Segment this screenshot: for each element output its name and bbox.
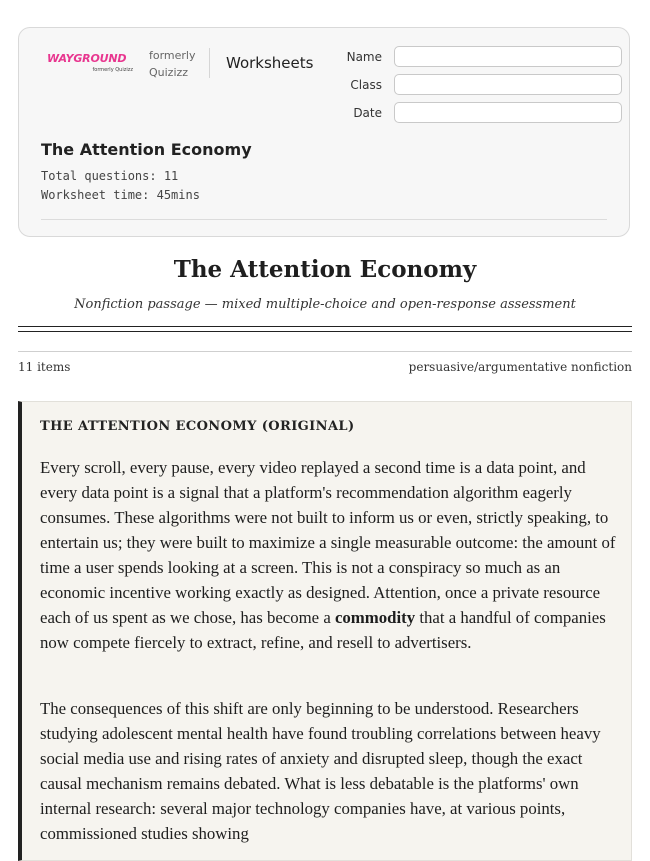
wayground-logo <box>47 52 133 78</box>
name-label: Name <box>346 50 382 64</box>
worksheet-title: The Attention Economy <box>41 140 252 159</box>
product-name: Worksheets <box>226 54 314 72</box>
document-subtitle: Nonfiction passage — mixed multiple-choice and open-response assessment <box>74 297 576 312</box>
header-rule <box>41 219 607 220</box>
date-field <box>337 102 623 124</box>
item-count: 11 items <box>18 360 71 374</box>
date-label: Date <box>353 106 382 120</box>
meta-rule <box>18 351 632 352</box>
paragraph-1-text: Every scroll, every pause, every video replayed a second time is a data point, and every data point is a signal that a platform's recommendation algorithm eagerly consumes. These algorithms were not built to inform us or even, strictly speaking, to entertain us; they were built to maximize a single measurable outcome: the amount of time a user spends looking at a screen. This is not a conspiracy so much as an economic incentive working exactly as designed. Attention, once a private resource each of us spent as we chose, has become a <box>40 458 616 627</box>
formerly-label: formerly <box>149 49 196 62</box>
header-divider <box>209 48 210 78</box>
name-field <box>337 46 623 68</box>
document-title: The Attention Economy <box>173 256 477 283</box>
class-input[interactable] <box>394 74 622 95</box>
paragraph-1-end: that a handful of companies now compete fiercely to extract, refine, and resell to advertisers. <box>40 608 606 652</box>
name-input[interactable] <box>394 46 622 67</box>
passage-box <box>18 401 632 861</box>
total-questions: Total questions: 11 <box>41 169 179 183</box>
worksheet-header-card <box>18 27 630 237</box>
passage-paragraph-1 <box>40 455 620 655</box>
logo-wordmark: WAYGROUND <box>47 52 127 65</box>
worksheet-time: Worksheet time: 45mins <box>41 188 200 202</box>
passage-heading: THE ATTENTION ECONOMY (ORIGINAL) <box>40 419 355 434</box>
formerly-brand: Quizizz <box>149 66 189 79</box>
passage-paragraph-2: The consequences of this shift are only beginning to be understood. Researchers studying adolescent mental health have found troubling correlations between heavy social media use and rising rates of anxiety and disrupted sleep, though the exact causal mechanism remains debated. What is less debatable is the platforms' own internal research: several major technology companies have, at various points, commissioned studies showing <box>40 699 601 843</box>
logo-subtext: formerly Quizizz <box>92 67 133 73</box>
date-input[interactable] <box>394 102 622 123</box>
keyword-commodity: commodity <box>334 608 416 627</box>
class-label: Class <box>350 78 382 92</box>
formerly-note <box>149 47 209 81</box>
title-double-rule <box>18 326 632 332</box>
genre-label: persuasive/argumentative nonfiction <box>408 360 632 374</box>
class-field <box>337 74 623 96</box>
